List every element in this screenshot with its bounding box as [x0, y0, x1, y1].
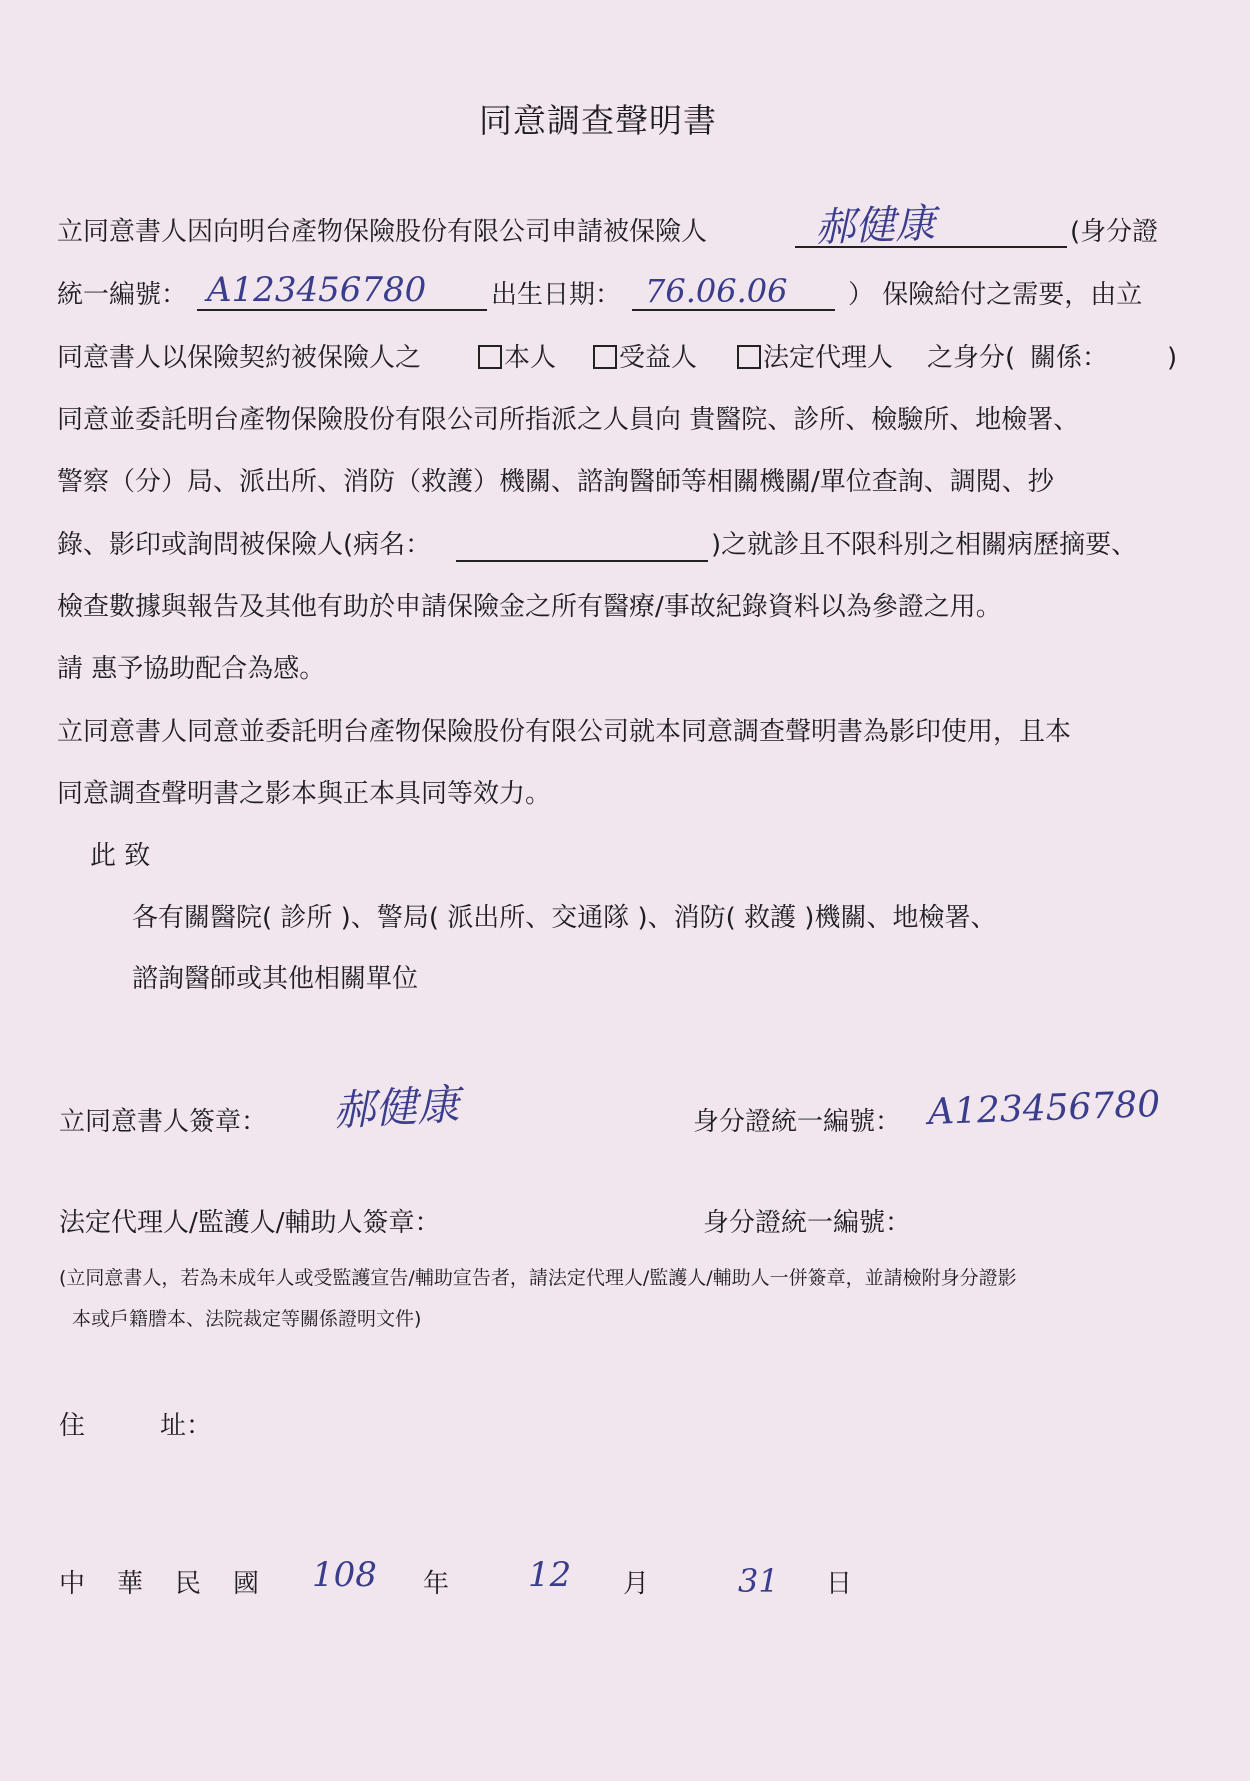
guardian-id-label: 身分證統一編號： — [703, 1208, 912, 1238]
relationship-close: ) — [1167, 343, 1178, 373]
date-prefix-4: 國 — [233, 1569, 260, 1599]
id-number-label: 統一編號： — [57, 280, 188, 310]
disease-name-field — [456, 560, 708, 562]
checkbox-beneficiary-box[interactable] — [593, 345, 617, 369]
address-label-a: 住 — [59, 1411, 86, 1441]
id-number-handwriting: A123456780 — [207, 270, 427, 310]
date-prefix-2: 華 — [117, 1569, 144, 1599]
request-text: 請 惠予協助配合為感。 — [57, 654, 326, 684]
p1-line6-text: 錄、影印或詢問被保險人(病名： — [57, 530, 432, 560]
p1-line4: 同意並委託明台產物保險股份有限公司所指派之人員向 貴醫院、診所、檢驗所、地檢署、 — [57, 405, 1080, 435]
checkbox-self-label: 本人 — [504, 343, 557, 373]
recipients-line2: 諮詢醫師或其他相關單位 — [132, 964, 419, 994]
p1-line6-tail: )之就診且不限科別之相關病歷摘要、 — [711, 530, 1138, 560]
checkbox-legal-rep[interactable] — [737, 341, 893, 375]
p3-line1: 立同意書人同意並委託明台產物保險股份有限公司就本同意調查聲明書為影印使用，且本 — [57, 717, 1072, 747]
address-label-b: 址： — [160, 1411, 213, 1441]
document-title: 同意調查聲明書 — [479, 101, 717, 140]
checkbox-self-box[interactable] — [478, 345, 502, 369]
p1-line2-tail: ） 保險給付之需要，由立 — [848, 280, 1143, 310]
signer-id-handwriting: A123456780 — [927, 1083, 1161, 1134]
relationship-prefix: 之身分( — [927, 343, 1016, 373]
checkbox-beneficiary[interactable] — [593, 341, 697, 375]
guardian-label: 法定代理人/監護人/輔助人簽章： — [59, 1208, 441, 1238]
relationship-label: 關係： — [1030, 343, 1109, 373]
signer-signature-handwriting: 郝健康 — [331, 1079, 461, 1136]
checkbox-beneficiary-label: 受益人 — [619, 343, 698, 373]
month-handwriting: 12 — [528, 1555, 572, 1595]
checkbox-legal-rep-box[interactable] — [737, 345, 761, 369]
date-prefix-3: 民 — [175, 1569, 202, 1599]
p1-line5: 警察（分）局、派出所、消防（救護）機關、諮詢醫師等相關機關/單位查詢、調閱、抄 — [57, 467, 1054, 497]
note-line1: (立同意書人，若為未成年人或受監護宣告/輔助宣告者，請法定代理人/監護人/輔助人一併簽章，並請檢附身分證影 — [59, 1267, 1017, 1289]
p1-line3-text: 同意書人以保險契約被保險人之 — [57, 343, 422, 373]
month-label: 月 — [623, 1569, 650, 1599]
insured-name-handwriting: 郝健康 — [814, 200, 936, 252]
birth-date-label: 出生日期： — [491, 280, 622, 310]
p1-line7: 檢查數據與報告及其他有助於申請保險金之所有醫療/事故紀錄資料以為參證之用。 — [57, 592, 1002, 622]
checkbox-legal-rep-label: 法定代理人 — [763, 343, 894, 373]
day-handwriting: 31 — [738, 1562, 779, 1600]
day-label: 日 — [826, 1569, 853, 1599]
year-handwriting: 108 — [312, 1555, 377, 1595]
date-prefix-1: 中 — [59, 1569, 86, 1599]
signer-id-label: 身分證統一編號： — [693, 1107, 902, 1137]
birth-date-handwriting: 76.06.06 — [645, 272, 788, 310]
checkbox-self[interactable] — [478, 341, 556, 375]
signer-label: 立同意書人簽章： — [59, 1107, 268, 1137]
year-label: 年 — [423, 1569, 450, 1599]
p3-line2: 同意調查聲明書之影本與正本具同等效力。 — [57, 779, 552, 809]
recipients-line1: 各有關醫院( 診所 )、警局( 派出所、交通隊 )、消防( 救護 )機關、地檢署、 — [132, 903, 997, 933]
p1-line1-text: 立同意書人因向明台產物保險股份有限公司申請被保險人 — [57, 217, 708, 247]
p1-line1-tail: (身分證 — [1070, 217, 1159, 247]
note-line2: 本或戶籍謄本、法院裁定等關係證明文件) — [72, 1308, 422, 1330]
closing-text: 此 致 — [90, 841, 151, 871]
